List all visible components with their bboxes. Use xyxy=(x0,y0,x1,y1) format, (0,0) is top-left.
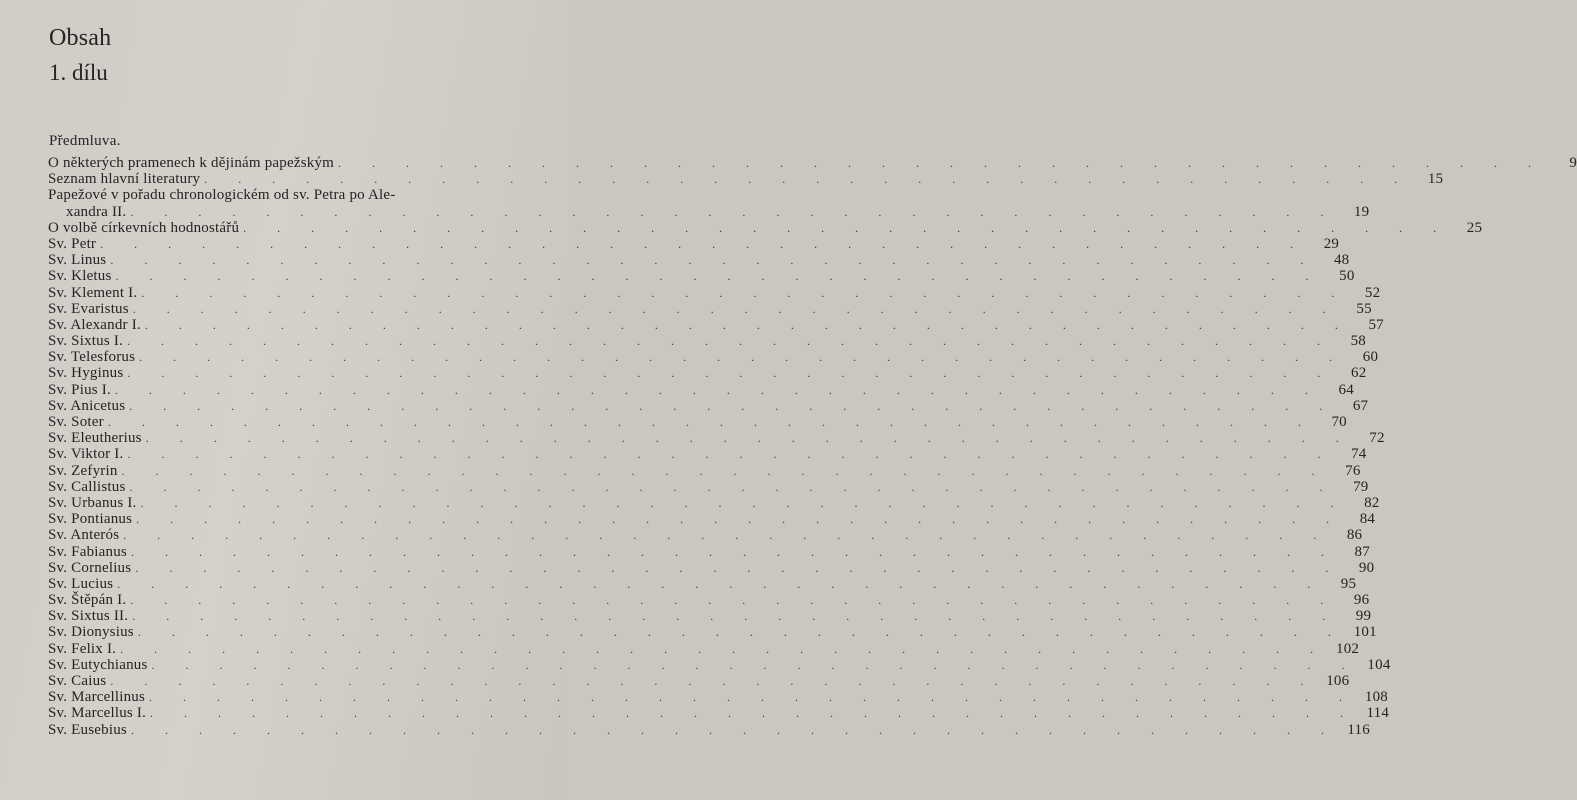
toc-entry xyxy=(48,349,1379,366)
toc-entry-title: Sv. Anicetus xyxy=(48,397,126,414)
toc-page-number: 108 xyxy=(1364,689,1389,706)
toc-entry-title: Sv. Marcellinus xyxy=(48,689,146,706)
dot-leader: . . . . . . . . . . . . . . . . . . . . . . . . . . . . . . . . . . . . xyxy=(150,706,1358,721)
toc-entry xyxy=(48,365,1367,382)
toc-entry xyxy=(48,187,516,203)
toc-entry xyxy=(48,543,1370,560)
toc-page-number: 106 xyxy=(1326,673,1350,689)
dot-leader: . . . . . . . . . . . . . . . . . . . . . . . . . . . . . . . . . . . . xyxy=(132,609,1340,624)
toc-page-number: 104 xyxy=(1367,656,1391,673)
toc-entry xyxy=(48,300,1372,317)
toc-page-number: 60 xyxy=(1362,349,1379,366)
toc-entry-title: xandra II. xyxy=(66,203,127,220)
toc-entry-title: Sv. Petr xyxy=(48,235,97,252)
toc-page-number: 19 xyxy=(1353,203,1370,220)
toc-entry-title: Sv. Viktor I. xyxy=(48,446,124,463)
table-of-contents xyxy=(48,155,1577,738)
toc-entry xyxy=(48,705,1390,722)
toc-entry-title: Sv. Soter xyxy=(48,414,104,430)
toc-page-number: 79 xyxy=(1353,478,1369,495)
dot-leader: . . . . . . . . . . . . . . . . . . . . . . . . . . . . . . . . . . . . xyxy=(141,285,1349,300)
dot-leader: . . . . . . . . . . . . . . . . . . . . . . . . . . . . . . . . . . . . xyxy=(127,447,1335,462)
toc-entry-title: Sv. Sixtus I. xyxy=(48,333,123,350)
dot-leader: . . . . . . . . . . . . . . . . . . . . . . . . . . . . . . . . . . . . xyxy=(123,528,1331,543)
toc-entry-title: Sv. Urbanus I. xyxy=(48,494,137,511)
toc-entry-title: Sv. Sixtus II. xyxy=(48,608,129,625)
dot-leader: . . . . . . . . . . . . . . . . . . . . . . . . . . . . . . . . . . . . xyxy=(139,350,1347,365)
toc-page-number: 74 xyxy=(1351,446,1367,463)
toc-entry-title: Sv. Zefyrin xyxy=(48,462,118,479)
toc-entry xyxy=(48,268,1355,285)
dot-leader: . . . . . . . . . . . . . . . . . . . . . . . . . . . . . . . . . . . . xyxy=(132,301,1340,316)
toc-entry-title: Sv. Eleutherius xyxy=(48,430,142,447)
toc-page-number: 55 xyxy=(1356,300,1372,317)
toc-page-number: 64 xyxy=(1338,381,1354,398)
dot-leader: . . . . . . . . . . . . . . . . . . . . . . . . . . . . . . . . . . . . xyxy=(126,334,1334,349)
toc-page-number: 9 xyxy=(1569,155,1577,171)
toc-page-number: 116 xyxy=(1347,721,1370,738)
toc-entry-title: Sv. Eutychianus xyxy=(48,656,148,673)
toc-entry xyxy=(48,397,1369,414)
dot-leader: . . . . . . . . . . . . . . . . . . . . . . . . . . . . . . . . . . . . xyxy=(130,204,1338,219)
dot-leader: . . . . . . . . . . . . . . . . . . . . . . . . . . . . . . . . . . . . xyxy=(130,722,1338,737)
toc-entry xyxy=(48,155,1577,171)
toc-entry xyxy=(48,235,1340,252)
toc-entry-title: Sv. Eusebius xyxy=(48,721,127,738)
toc-page-number: 29 xyxy=(1323,235,1340,252)
dot-leader: . . . . . . . . . . . . . . . . . . . . . . . . . . . . . . . . . . . . xyxy=(338,156,1546,170)
toc-page-number: 57 xyxy=(1368,316,1384,333)
toc-entry-title: Sv. Linus xyxy=(48,252,107,269)
page-subtitle: 1. dílu xyxy=(49,60,108,85)
toc-entry xyxy=(48,203,1370,220)
page-title: Obsah xyxy=(49,25,112,51)
dot-leader: . . . . . . . . . . . . . . . . . . . . . . . . . . . . . . . . . . . . xyxy=(114,382,1322,397)
dot-leader: . . . . . . . . . . . . . . . . . . . . . . . . . . . . . . . . . . . . xyxy=(115,269,1323,284)
dot-leader: . . . . . . . . . . . . . . . . . . . . . . . . . . . . . . . . . . . . xyxy=(130,544,1338,559)
toc-entry xyxy=(48,673,1350,689)
toc-entry xyxy=(48,219,1483,236)
toc-page-number: 84 xyxy=(1359,511,1376,528)
toc-entry-title: Sv. Telesforus xyxy=(48,349,136,366)
toc-entry-title: Sv. Hyginus xyxy=(48,365,124,382)
toc-entry xyxy=(48,592,1370,609)
dot-leader: . . . . . . . . . . . . . . . . . . . . . . . . . . . . . . . . . . . . xyxy=(117,576,1325,591)
toc-entry xyxy=(48,575,1357,592)
toc-page-number: 82 xyxy=(1364,494,1380,511)
toc-page-number: 86 xyxy=(1346,527,1363,544)
dot-leader: . . . . . . . . . . . . . . . . . . . . . . . . . . . . . . . . . . . . xyxy=(135,560,1343,575)
toc-entry xyxy=(48,316,1384,333)
dot-leader: . . . . . . . . . . . . . . . . . . . . . . . . . . . . . . . . . . . . xyxy=(140,495,1348,510)
toc-page-number: 99 xyxy=(1355,608,1372,625)
toc-entry xyxy=(48,559,1375,576)
toc-entry xyxy=(48,721,1370,738)
toc-entry-title: Sv. Klement I. xyxy=(48,284,138,301)
toc-entry-title: Sv. Štěpán I. xyxy=(48,592,127,609)
toc-page-number: 90 xyxy=(1358,559,1375,576)
toc-entry-title: Papežové v pořadu chronologickém od sv. Petra po Ale- xyxy=(48,187,396,204)
toc-entry-title: Sv. Kletus xyxy=(48,268,112,285)
toc-page-number: 95 xyxy=(1340,575,1357,592)
dot-leader: . . . . . . . . . . . . . . . . . . . . . . . . . . . . . . . . . . . . xyxy=(149,690,1357,705)
toc-entry-title: Sv. Lucius xyxy=(48,575,114,592)
toc-entry-title: O volbě církevních hodnostářů xyxy=(48,219,240,236)
toc-entry xyxy=(48,462,1361,479)
toc-entry-title: Sv. Pontianus xyxy=(48,511,133,528)
toc-entry xyxy=(48,689,1389,706)
toc-entry-title: Sv. Felix I. xyxy=(48,640,117,657)
toc-entry-title: Sv. Fabianus xyxy=(48,543,127,560)
toc-page-number: 48 xyxy=(1333,252,1350,269)
dot-leader: . . . . . . . . . . . . . . . . . . . . . . . . . . . . . . . . . . . . xyxy=(100,236,1308,251)
toc-page-number: 76 xyxy=(1345,462,1361,479)
toc-page-number: 15 xyxy=(1427,171,1444,188)
dot-leader: . . . . . . . . . . . . . . . . . . . . . . . . . . . . . . . . . . . . xyxy=(151,657,1359,672)
dot-leader: . . . . . . . . . . . . . . . . . . . . . . . . . . . . . . . . . . . . xyxy=(137,625,1345,640)
dot-leader: . . . . . . . . . . . . . . . . . . . . . . . . . . . . . . . . . . . . xyxy=(145,431,1353,446)
dot-leader: . . . . . . . . . . . . . . . . . . . . . . . . . . . . . . . . . . . . xyxy=(130,593,1338,608)
preface-entry: Předmluva. xyxy=(49,133,121,149)
toc-entry xyxy=(48,527,1363,544)
toc-entry xyxy=(48,640,1360,657)
dot-leader: . . . . . . . . . . . . . . . . . . . . . . . . . . . . . . . . . . . . xyxy=(136,512,1344,527)
dot-leader: . . . . . . . . . . . . . . . . . . . . . . . . . . . . . . . . . . . . xyxy=(120,641,1328,656)
toc-entry-title: Sv. Caius xyxy=(48,673,107,689)
dot-leader: . . . . . . . . . . . . . . . . . . . . . . . . . . . . . . . . . . . . xyxy=(107,415,1315,429)
dot-leader: . . . . . . . . . . . . . . . . . . . . . . . . . . . . . . . . . . . . xyxy=(204,172,1412,187)
toc-page-number: 114 xyxy=(1366,705,1390,722)
toc-page-number: 87 xyxy=(1354,543,1370,560)
dot-leader: . . . . . . . . . . . . . . . . . . . . . . . . . . . . . . . . . . . . xyxy=(144,317,1352,332)
dot-leader: . . . . . . . . . . . . . . . . . . . . . . . . . . . . . . . . . . . . xyxy=(127,366,1335,381)
toc-entry-title: Sv. Marcellus I. xyxy=(48,705,147,722)
toc-entry xyxy=(48,656,1391,673)
toc-entry xyxy=(48,511,1376,528)
toc-entry xyxy=(48,171,1444,188)
toc-entry-title: Sv. Callistus xyxy=(48,478,126,495)
toc-page-number: 50 xyxy=(1339,268,1355,285)
dot-leader: . . . . . . . . . . . . . . . . . . . . . . . . . . . . . . . . . . . . xyxy=(121,463,1329,478)
toc-page-number: 70 xyxy=(1331,414,1347,430)
dot-leader: . . . . . . . . . . . . . . . . . . . . . . . . . . . . . . . . . . . . xyxy=(243,220,1451,235)
toc-page-number: 72 xyxy=(1369,430,1385,447)
toc-entry xyxy=(48,252,1350,269)
toc-entry-title: Sv. Evaristus xyxy=(48,300,129,317)
toc-entry-title: Sv. Alexandr I. xyxy=(48,316,141,333)
toc-entry-title: Sv. Anterós xyxy=(48,527,120,544)
toc-entry xyxy=(48,414,1347,430)
toc-entry-title: Seznam hlavní literatury xyxy=(48,171,201,188)
toc-page-number: 96 xyxy=(1353,592,1370,609)
toc-entry xyxy=(48,624,1377,641)
toc-entry xyxy=(48,608,1372,625)
toc-entry xyxy=(48,478,1369,495)
toc-entry-title: O některých pramenech k dějinám papežským xyxy=(48,155,335,171)
toc-page-number: 58 xyxy=(1350,333,1366,350)
toc-entry-title: Sv. Pius I. xyxy=(48,381,111,398)
dot-leader: . . . . . . . . . . . . . . . . . . . . . . . . . . . . . . . . . . . . xyxy=(129,398,1337,413)
toc-page-number: 101 xyxy=(1353,624,1377,641)
toc-entry xyxy=(48,381,1354,398)
toc-page-number: 52 xyxy=(1364,284,1381,301)
toc-page-number: 25 xyxy=(1466,219,1483,236)
toc-page-number: 67 xyxy=(1352,397,1369,414)
dot-leader: . . . . . . . . . . . . . . . . . . . . . . . . . . . . . . . . . . . . xyxy=(129,479,1337,494)
toc-page-number: 102 xyxy=(1336,640,1360,657)
toc-entry xyxy=(48,494,1380,511)
toc-entry xyxy=(48,284,1381,301)
dot-leader: . . . . . . . . . . . . . . . . . . . . . . . . . . . . . . . . . . . . xyxy=(110,253,1318,268)
dot-leader: . . . . . . . . . . . . . . . . . . . . . . . . . . . . . . . . . . . . xyxy=(110,674,1318,688)
toc-entry xyxy=(48,430,1385,447)
toc-entry-title: Sv. Dionysius xyxy=(48,624,134,641)
toc-entry xyxy=(48,446,1367,463)
toc-page-number: 62 xyxy=(1351,365,1367,382)
toc-entry-title: Sv. Cornelius xyxy=(48,559,132,576)
toc-entry xyxy=(48,333,1366,350)
